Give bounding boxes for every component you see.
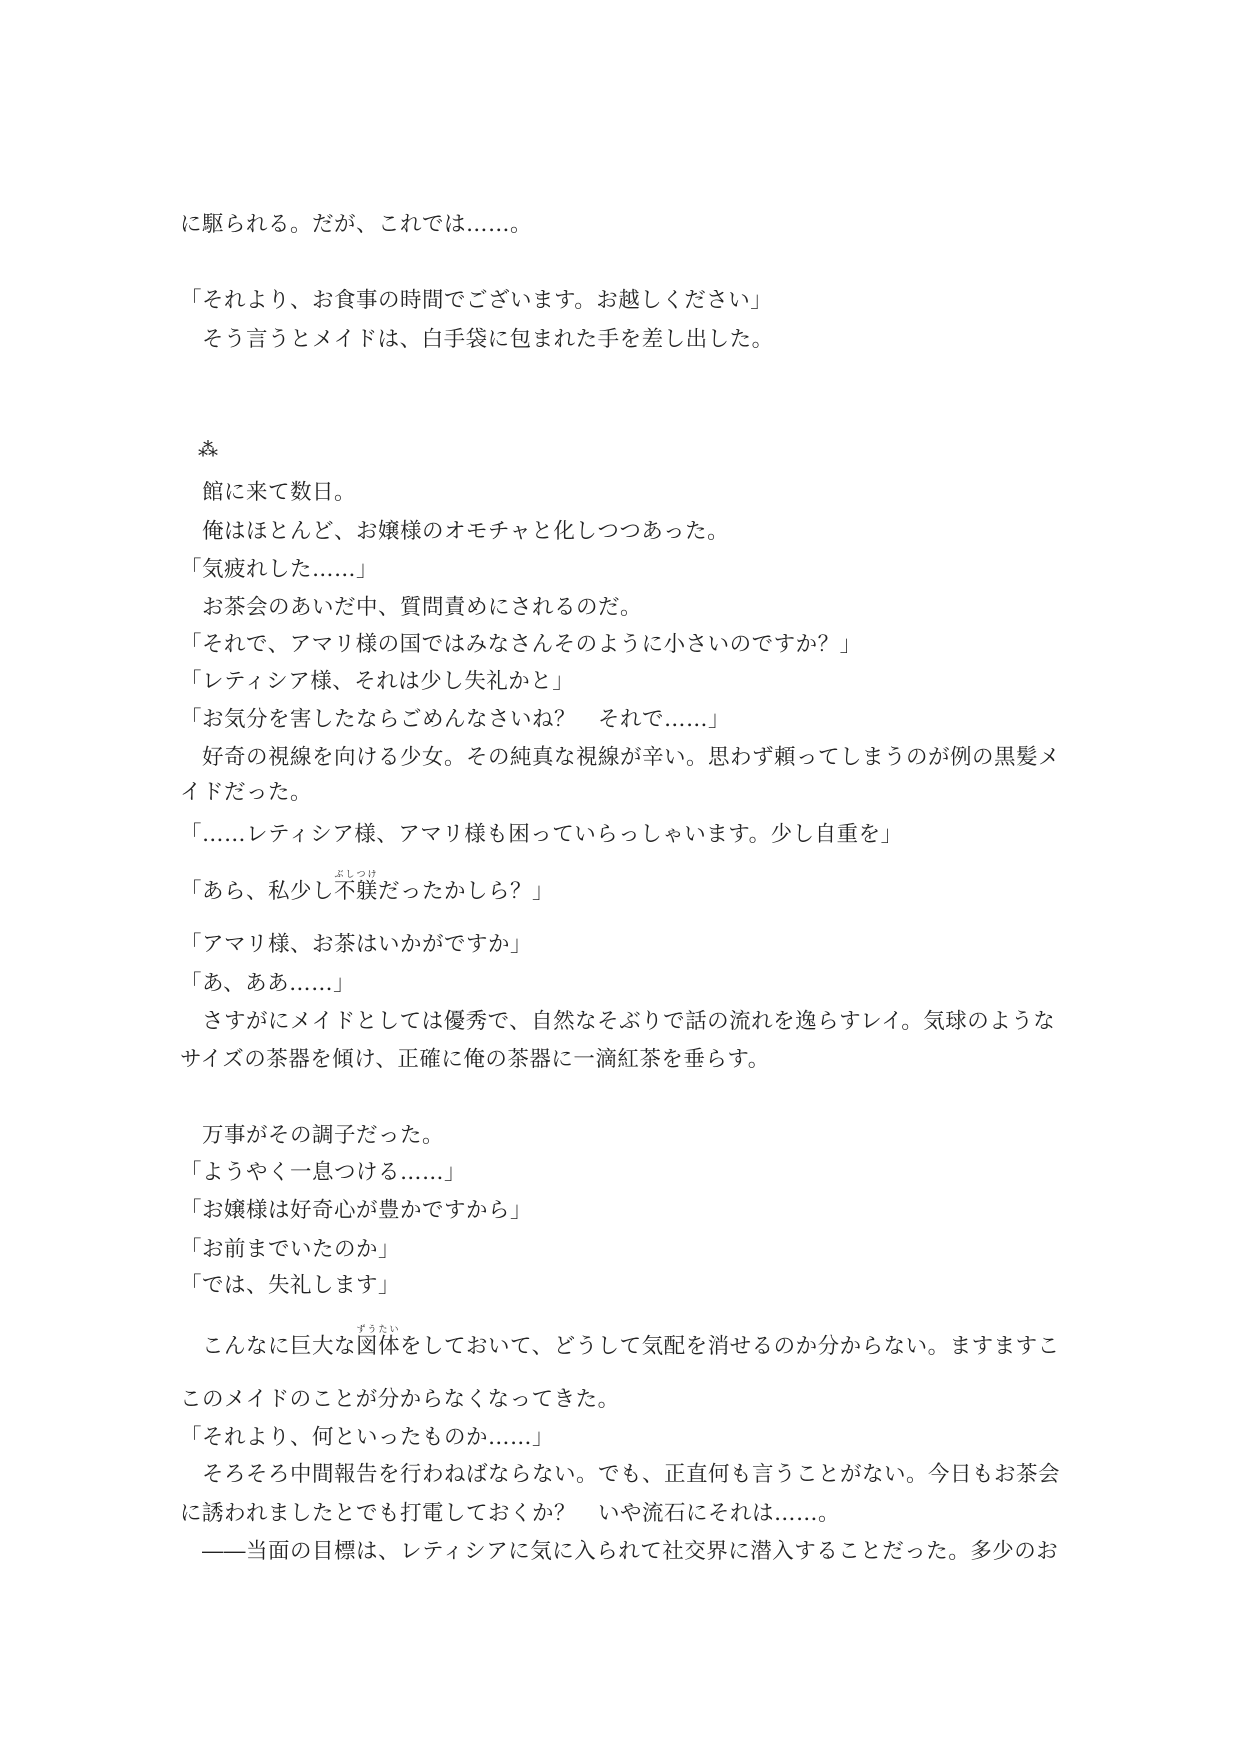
text-line: 「レティシア様、それは少し失礼かと」 (180, 669, 575, 694)
text-line: 「あ、ああ……」 (180, 971, 356, 996)
text-line: 「気疲れした……」 (180, 557, 379, 582)
text-line: そう言うとメイドは、白手袋に包まれた手を差し出した。 (180, 327, 774, 352)
text-line: 「お気分を害したならごめんなさいね？ それで……」 (180, 707, 731, 732)
ruby-word (334, 870, 379, 904)
text-line: 「ようやく一息つける……」 (180, 1160, 467, 1185)
text-line: に誘われましたとでも打電しておくか？ いや流石にそれは……。 (180, 1501, 841, 1526)
ruby-word (356, 1325, 401, 1359)
text-line: 万事がその調子だった。 (180, 1123, 445, 1148)
text-line: 「……レティシア様、アマリ様も困っていらっしゃいます。少し自重を」 (180, 822, 903, 847)
ruby-base: 不躾 (334, 879, 379, 904)
text-line: 「アマリ様、お茶はいかがですか」 (180, 932, 533, 957)
text-line: 「では、失礼します」 (180, 1273, 401, 1298)
text-line: に駆られる。だが、これでは……。 (180, 212, 533, 237)
text-line: さすがにメイドとしては優秀で、自然なそぶりで話の流れを逸らすレイ。気球のような (180, 1009, 1056, 1034)
text-line: イドだった。 (180, 780, 313, 805)
text-line: 「それで、アマリ様の国ではみなさんそのように小さいのですか？」 (180, 632, 862, 657)
ruby-reading: ぶしつけ (334, 870, 379, 880)
text-line: 「お前までいたのか」 (180, 1237, 401, 1262)
text-line: 好奇の視線を向ける少女。その純真な視線が辛い。思わず頼ってしまうのが例の黒髪メ (180, 745, 1061, 770)
ruby-line (180, 870, 554, 905)
ruby-line (180, 1325, 1060, 1360)
text-line: お茶会のあいだ中、質問責めにされるのだ。 (180, 595, 643, 620)
text-line: サイズの茶器を傾け、正確に俺の茶器に一滴紅茶を垂らす。 (180, 1047, 770, 1072)
ruby-base: 図体 (356, 1334, 401, 1359)
text-line: このメイドのことが分からなくなってきた。 (180, 1387, 620, 1412)
text-line: 「それより、お食事の時間でございます。お越しください」 (180, 288, 773, 313)
text-segment: 「あら、私少し (180, 879, 335, 904)
text-line: ――当面の目標は、レティシアに気に入られて社交界に潜入することだった。多少のお (180, 1539, 1059, 1564)
text-line: 館に来て数日。 (180, 480, 357, 505)
text-segment: だったかしら？」 (378, 879, 555, 904)
text-line: 「お嬢様は好奇心が豊かですから」 (180, 1198, 533, 1223)
text-line: そろそろ中間報告を行わねばならない。でも、正直何も言うことがない。今日もお茶会 (180, 1462, 1061, 1487)
text-line: 俺はほとんど、お嬢様のオモチャと化しつつあった。 (180, 519, 730, 544)
ruby-reading: ずうたい (356, 1325, 401, 1335)
text-segment: こんなに巨大な (180, 1334, 357, 1359)
section-separator: ⁂ (198, 437, 218, 461)
text-segment: をしておいて、どうして気配を消せるのか分からない。ますますこ (400, 1334, 1060, 1359)
text-line: 「それより、何といったものか……」 (180, 1425, 555, 1450)
